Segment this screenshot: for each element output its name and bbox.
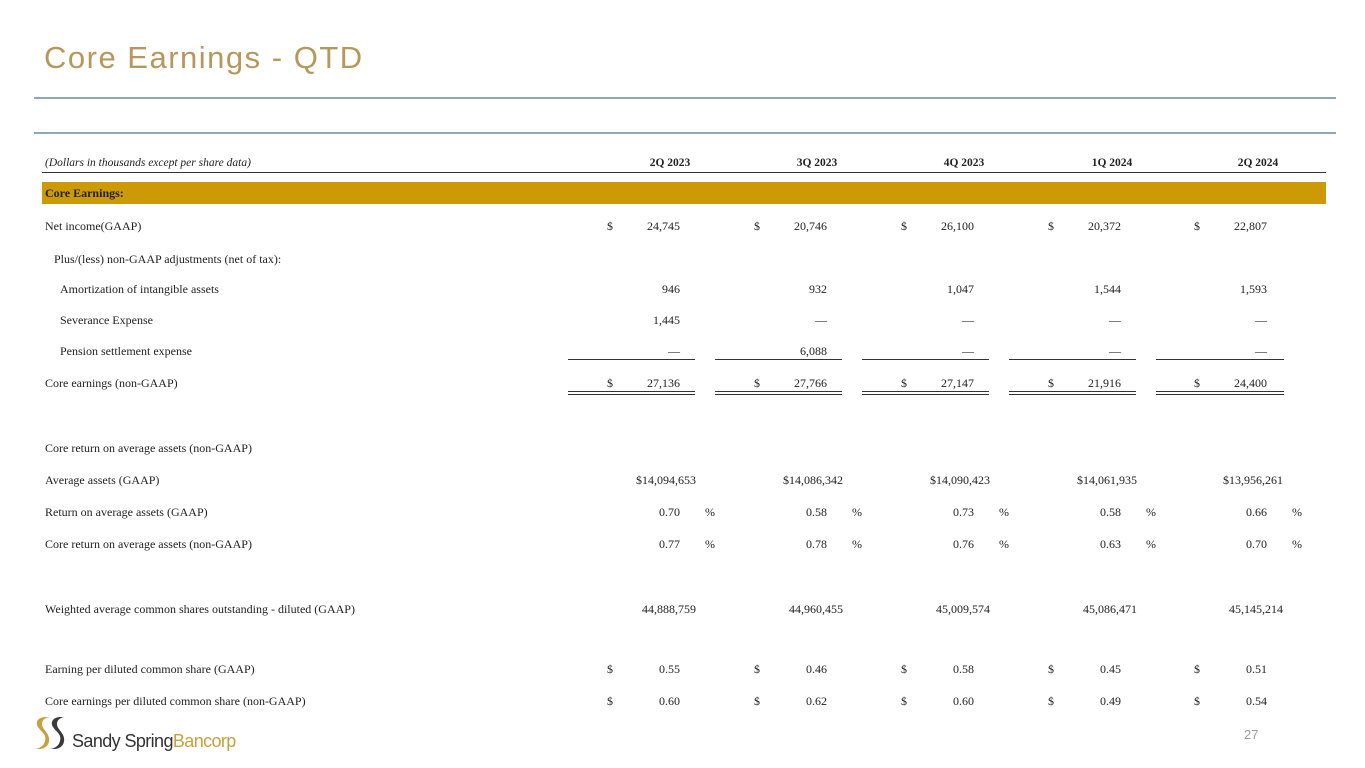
dollar-sign: $ [754,219,760,233]
table-row-amortization [42,277,1326,301]
dollar-sign: $ [1048,219,1054,233]
value-cell: 0.46 [806,662,827,676]
table-row-avg-assets [42,468,1326,492]
dollar-sign: $ [1194,694,1200,708]
value-cell: $14,090,423 [930,473,990,487]
value-cell: — [668,344,680,358]
period-header: 1Q 2024 [1091,157,1133,169]
value-cell: 0.58 [806,505,827,519]
title-divider [34,97,1336,99]
value-cell: 0.76 [953,537,974,551]
value-cell: 0.70 [659,505,680,519]
table-row-core-eps [42,689,1326,713]
value-cell: 26,100 [941,219,974,233]
value-cell: — [962,344,974,358]
value-cell: 21,916 [1088,376,1121,390]
total-double-underline [568,391,695,395]
value-cell: — [1255,344,1267,358]
percent-unit: % [1292,505,1302,519]
value-cell: 1,593 [1240,282,1267,296]
row-label: Amortization of intangible assets [60,282,219,296]
period-header: 4Q 2023 [943,157,985,169]
dollar-sign: $ [754,376,760,390]
row-label: Return on average assets (GAAP) [45,505,208,519]
logo-name-part2: Bancorp [172,731,236,751]
dollar-sign: $ [1048,694,1054,708]
dollar-sign: $ [901,662,907,676]
table-row-severance [42,308,1326,332]
value-cell: $13,956,261 [1223,473,1283,487]
percent-unit: % [999,505,1009,519]
header-underline [42,172,1326,173]
period-header: 3Q 2023 [796,157,838,169]
dollar-sign: $ [1194,662,1200,676]
value-cell: 1,544 [1094,282,1121,296]
dollar-sign: $ [901,219,907,233]
total-double-underline [1156,391,1284,395]
percent-unit: % [705,537,715,551]
value-cell: — [1109,344,1121,358]
value-cell: 946 [662,282,680,296]
value-cell: 0.58 [1100,505,1121,519]
value-cell: $14,061,935 [1077,473,1137,487]
subtotal-underline [1156,359,1284,360]
value-cell: 6,088 [800,344,827,358]
value-cell: 44,960,455 [789,602,843,616]
value-cell: 24,745 [647,219,680,233]
value-cell: 45,009,574 [936,602,990,616]
row-label: Core return on average assets (non-GAAP) [45,537,252,551]
total-double-underline [715,391,842,395]
row-label: Plus/(less) non-GAAP adjustments (net of tax): [54,252,282,266]
value-cell: 0.66 [1246,505,1267,519]
section-header-label: Core Earnings: [45,186,124,200]
value-cell: 0.54 [1246,694,1267,708]
dollar-sign: $ [607,219,613,233]
percent-unit: % [1146,505,1156,519]
value-cell: 0.73 [953,505,974,519]
table-row-roa [42,500,1326,524]
dollar-sign: $ [1048,376,1054,390]
dollar-sign: $ [901,376,907,390]
value-cell: 0.51 [1246,662,1267,676]
value-cell: 0.45 [1100,662,1121,676]
row-label: Core return on average assets (non-GAAP) [45,441,252,455]
table-row-shares [42,597,1326,621]
dollar-sign: $ [754,662,760,676]
value-cell: 0.70 [1246,537,1267,551]
value-cell: 27,766 [794,376,827,390]
value-cell: 0.77 [659,537,680,551]
section-header-band [42,182,1326,204]
page-title: Core Earnings - QTD [44,40,364,75]
percent-unit: % [852,505,862,519]
subtotal-underline [862,359,989,360]
dollar-sign: $ [607,376,613,390]
value-cell: — [1255,313,1267,327]
table-row-net-income [42,214,1326,238]
value-cell: 0.49 [1100,694,1121,708]
dollar-sign: $ [901,694,907,708]
value-cell: 1,445 [653,313,680,327]
row-label: Severance Expense [60,313,153,327]
row-label: Earning per diluted common share (GAAP) [45,662,255,676]
dollar-sign: $ [1048,662,1054,676]
value-cell: — [962,313,974,327]
value-cell: 0.60 [659,694,680,708]
dollar-sign: $ [1194,376,1200,390]
units-note: (Dollars in thousands except per share data) [45,157,251,169]
row-label: Core earnings per diluted common share (non-GAAP) [45,694,306,708]
subtotal-underline [715,359,842,360]
dollar-sign: $ [607,662,613,676]
period-header: 2Q 2024 [1237,157,1279,169]
company-logo-text [72,731,236,752]
value-cell: 0.78 [806,537,827,551]
value-cell: 0.62 [806,694,827,708]
value-cell: 27,147 [941,376,974,390]
value-cell: 45,145,214 [1229,602,1283,616]
percent-unit: % [1292,537,1302,551]
dollar-sign: $ [754,694,760,708]
percent-unit: % [852,537,862,551]
table-row-adjustments-header [42,247,1326,271]
total-double-underline [862,391,989,395]
table-row-core-roa-header [42,436,1326,460]
sandy-spring-logo-icon [33,716,67,750]
value-cell: 45,086,471 [1083,602,1137,616]
row-label: Core earnings (non-GAAP) [45,376,178,390]
table-row-eps [42,657,1326,681]
value-cell: $14,086,342 [783,473,843,487]
value-cell: $14,094,653 [636,473,696,487]
percent-unit: % [705,505,715,519]
value-cell: 0.55 [659,662,680,676]
value-cell: 24,400 [1234,376,1267,390]
value-cell: 20,746 [794,219,827,233]
subtotal-underline [1009,359,1136,360]
table-row-core-roa [42,532,1326,556]
value-cell: 1,047 [947,282,974,296]
value-cell: 932 [809,282,827,296]
value-cell: 0.63 [1100,537,1121,551]
value-cell: 0.60 [953,694,974,708]
page-number: 27 [1244,727,1259,742]
value-cell: 27,136 [647,376,680,390]
value-cell: 20,372 [1088,219,1121,233]
logo-name-part1: Sandy Spring [72,731,173,751]
dollar-sign: $ [1194,219,1200,233]
row-label: Average assets (GAAP) [45,473,160,487]
row-label: Net income(GAAP) [45,219,142,233]
row-label: Pension settlement expense [60,344,192,358]
percent-unit: % [1146,537,1156,551]
dollar-sign: $ [607,694,613,708]
value-cell: — [815,313,827,327]
total-double-underline [1009,391,1136,395]
row-label: Weighted average common shares outstanding - diluted (GAAP) [45,602,355,616]
value-cell: — [1109,313,1121,327]
percent-unit: % [999,537,1009,551]
value-cell: 44,888,759 [642,602,696,616]
value-cell: 0.58 [953,662,974,676]
subtotal-underline [568,359,695,360]
table-top-divider [34,132,1336,134]
period-header: 2Q 2023 [649,157,691,169]
value-cell: 22,807 [1234,219,1267,233]
